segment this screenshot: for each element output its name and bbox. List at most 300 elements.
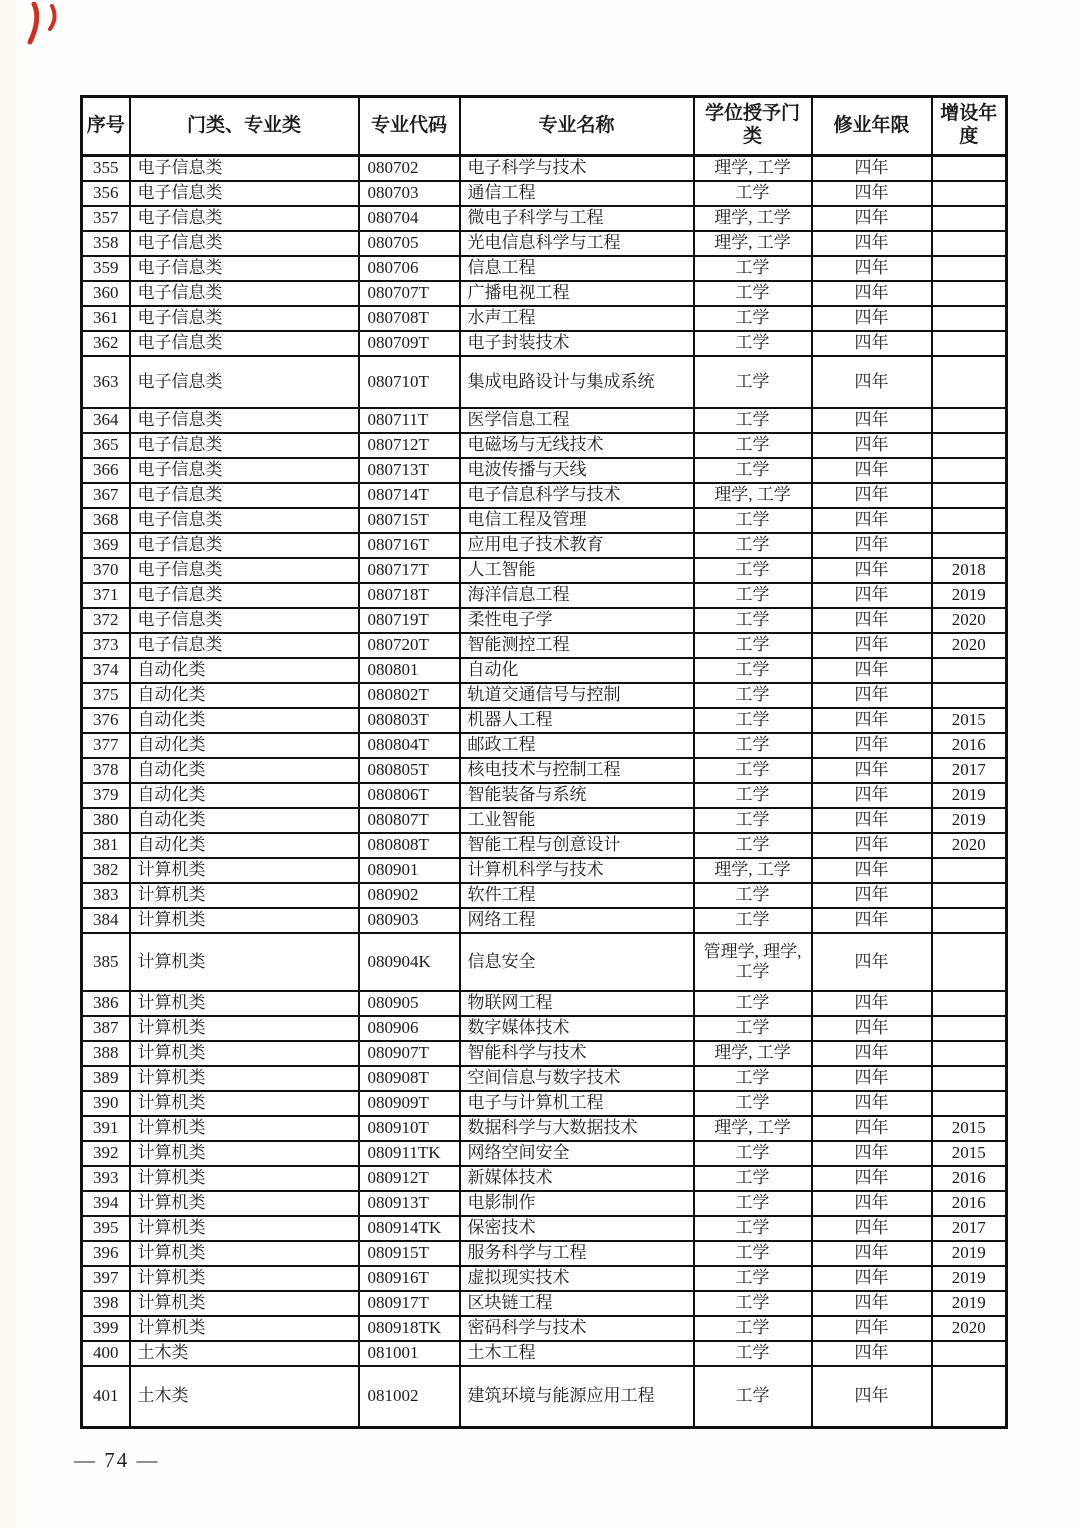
cell-serial-number: 387	[82, 1016, 130, 1041]
cell-major-code: 080715T	[359, 508, 460, 533]
cell-serial-number: 369	[82, 533, 130, 558]
table-row	[82, 181, 1007, 206]
table-row	[82, 1316, 1007, 1341]
cell-degree-category: 工学	[694, 758, 812, 783]
cell-major-code: 080901	[359, 858, 460, 883]
cell-category: 自动化类	[130, 833, 359, 858]
table-row	[82, 508, 1007, 533]
cell-year-added	[932, 306, 1007, 331]
cell-year-added	[932, 206, 1007, 231]
cell-degree-category: 工学	[694, 658, 812, 683]
cell-major-code: 080704	[359, 206, 460, 231]
cell-serial-number: 361	[82, 306, 130, 331]
cell-major-code: 080720T	[359, 633, 460, 658]
cell-major-code: 080711T	[359, 408, 460, 433]
table-row	[82, 1091, 1007, 1116]
cell-major-code: 080702	[359, 156, 460, 181]
cell-year-added: 2020	[932, 608, 1007, 633]
cell-major-name: 广播电视工程	[460, 281, 694, 306]
cell-major-code: 080801	[359, 658, 460, 683]
cell-study-duration: 四年	[812, 1341, 932, 1366]
cell-year-added: 2018	[932, 558, 1007, 583]
cell-major-code: 080916T	[359, 1266, 460, 1291]
cell-major-name: 核电技术与控制工程	[460, 758, 694, 783]
cell-category: 电子信息类	[130, 558, 359, 583]
cell-major-name: 电子科学与技术	[460, 156, 694, 181]
table-row	[82, 991, 1007, 1016]
cell-serial-number: 359	[82, 256, 130, 281]
cell-serial-number: 396	[82, 1241, 130, 1266]
cell-category: 计算机类	[130, 1316, 359, 1341]
cell-category: 自动化类	[130, 658, 359, 683]
table-row	[82, 1166, 1007, 1191]
cell-major-name: 土木工程	[460, 1341, 694, 1366]
cell-major-name: 建筑环境与能源应用工程	[460, 1366, 694, 1428]
cell-year-added	[932, 458, 1007, 483]
cell-serial-number: 376	[82, 708, 130, 733]
cell-major-code: 080719T	[359, 608, 460, 633]
scan-edge-shading	[0, 0, 16, 1528]
cell-study-duration: 四年	[812, 1116, 932, 1141]
cell-serial-number: 379	[82, 783, 130, 808]
cell-study-duration: 四年	[812, 458, 932, 483]
cell-major-name: 人工智能	[460, 558, 694, 583]
cell-major-name: 智能装备与系统	[460, 783, 694, 808]
cell-study-duration: 四年	[812, 1316, 932, 1341]
table-row	[82, 933, 1007, 991]
cell-major-code: 080910T	[359, 1116, 460, 1141]
cell-year-added: 2016	[932, 1191, 1007, 1216]
cell-category: 自动化类	[130, 683, 359, 708]
cell-major-code: 080917T	[359, 1291, 460, 1316]
cell-major-name: 医学信息工程	[460, 408, 694, 433]
cell-degree-category: 工学	[694, 1341, 812, 1366]
table-row	[82, 156, 1007, 181]
cell-study-duration: 四年	[812, 533, 932, 558]
cell-degree-category: 工学	[694, 583, 812, 608]
cell-year-added	[932, 281, 1007, 306]
cell-serial-number: 375	[82, 683, 130, 708]
cell-study-duration: 四年	[812, 908, 932, 933]
cell-major-name: 网络空间安全	[460, 1141, 694, 1166]
cell-degree-category: 工学	[694, 458, 812, 483]
cell-category: 自动化类	[130, 758, 359, 783]
cell-degree-category: 工学	[694, 1191, 812, 1216]
cell-degree-category: 工学	[694, 1141, 812, 1166]
cell-major-name: 水声工程	[460, 306, 694, 331]
cell-major-name: 服务科学与工程	[460, 1241, 694, 1266]
cell-year-added: 2017	[932, 1216, 1007, 1241]
cell-category: 电子信息类	[130, 508, 359, 533]
cell-serial-number: 384	[82, 908, 130, 933]
table-row	[82, 808, 1007, 833]
cell-study-duration: 四年	[812, 1016, 932, 1041]
cell-serial-number: 360	[82, 281, 130, 306]
cell-degree-category: 工学	[694, 281, 812, 306]
cell-serial-number: 397	[82, 1266, 130, 1291]
cell-major-name: 软件工程	[460, 883, 694, 908]
cell-major-code: 080717T	[359, 558, 460, 583]
cell-major-code: 080909T	[359, 1091, 460, 1116]
cell-serial-number: 368	[82, 508, 130, 533]
cell-year-added: 2016	[932, 733, 1007, 758]
cell-category: 计算机类	[130, 1016, 359, 1041]
cell-category: 电子信息类	[130, 231, 359, 256]
cell-category: 计算机类	[130, 1191, 359, 1216]
cell-major-code: 080710T	[359, 356, 460, 408]
cell-major-name: 通信工程	[460, 181, 694, 206]
cell-year-added	[932, 1041, 1007, 1066]
table-row	[82, 458, 1007, 483]
cell-serial-number: 362	[82, 331, 130, 356]
cell-major-code: 080807T	[359, 808, 460, 833]
cell-major-code: 080806T	[359, 783, 460, 808]
cell-category: 电子信息类	[130, 181, 359, 206]
cell-degree-category: 工学	[694, 533, 812, 558]
cell-degree-category: 工学	[694, 608, 812, 633]
cell-year-added	[932, 1091, 1007, 1116]
cell-category: 自动化类	[130, 783, 359, 808]
cell-study-duration: 四年	[812, 1266, 932, 1291]
table-row	[82, 633, 1007, 658]
cell-major-name: 电子信息科学与技术	[460, 483, 694, 508]
cell-study-duration: 四年	[812, 658, 932, 683]
cell-study-duration: 四年	[812, 331, 932, 356]
cell-year-added	[932, 1341, 1007, 1366]
table-row	[82, 408, 1007, 433]
cell-category: 电子信息类	[130, 433, 359, 458]
cell-major-code: 080908T	[359, 1066, 460, 1091]
cell-category: 自动化类	[130, 708, 359, 733]
cell-degree-category: 工学	[694, 633, 812, 658]
cell-degree-category: 工学	[694, 306, 812, 331]
cell-category: 电子信息类	[130, 356, 359, 408]
cell-serial-number: 367	[82, 483, 130, 508]
cell-year-added: 2019	[932, 1241, 1007, 1266]
cell-degree-category: 工学	[694, 256, 812, 281]
cell-major-name: 电信工程及管理	[460, 508, 694, 533]
table-row	[82, 256, 1007, 281]
cell-major-name: 数据科学与大数据技术	[460, 1116, 694, 1141]
cell-year-added	[932, 883, 1007, 908]
cell-degree-category: 工学	[694, 433, 812, 458]
cell-serial-number: 355	[82, 156, 130, 181]
table-row	[82, 1366, 1007, 1428]
cell-study-duration: 四年	[812, 1091, 932, 1116]
table-row	[82, 783, 1007, 808]
table-row	[82, 733, 1007, 758]
cell-serial-number: 363	[82, 356, 130, 408]
table-row	[82, 206, 1007, 231]
cell-major-name: 集成电路设计与集成系统	[460, 356, 694, 408]
cell-degree-category: 工学	[694, 708, 812, 733]
cell-degree-category: 理学, 工学	[694, 1116, 812, 1141]
table-row	[82, 558, 1007, 583]
cell-serial-number: 370	[82, 558, 130, 583]
table-header-row	[82, 97, 1007, 156]
cell-category: 电子信息类	[130, 281, 359, 306]
cell-serial-number: 371	[82, 583, 130, 608]
cell-category: 土木类	[130, 1341, 359, 1366]
cell-study-duration: 四年	[812, 1041, 932, 1066]
cell-major-name: 智能工程与创意设计	[460, 833, 694, 858]
cell-year-added: 2019	[932, 808, 1007, 833]
cell-category: 计算机类	[130, 1291, 359, 1316]
cell-category: 电子信息类	[130, 156, 359, 181]
table-row	[82, 608, 1007, 633]
cell-year-added	[932, 1366, 1007, 1428]
cell-major-name: 虚拟现实技术	[460, 1266, 694, 1291]
cell-major-code: 080804T	[359, 733, 460, 758]
cell-category: 计算机类	[130, 1266, 359, 1291]
cell-major-code: 080914TK	[359, 1216, 460, 1241]
header-major-name: 专业名称	[460, 97, 694, 156]
cell-degree-category: 工学	[694, 991, 812, 1016]
cell-category: 计算机类	[130, 933, 359, 991]
cell-degree-category: 工学	[694, 733, 812, 758]
cell-year-added	[932, 231, 1007, 256]
cell-study-duration: 四年	[812, 558, 932, 583]
cell-study-duration: 四年	[812, 483, 932, 508]
cell-serial-number: 381	[82, 833, 130, 858]
cell-degree-category: 工学	[694, 331, 812, 356]
cell-study-duration: 四年	[812, 933, 932, 991]
cell-year-added: 2020	[932, 833, 1007, 858]
cell-category: 电子信息类	[130, 306, 359, 331]
cell-major-code: 080904K	[359, 933, 460, 991]
cell-serial-number: 357	[82, 206, 130, 231]
cell-major-code: 080911TK	[359, 1141, 460, 1166]
cell-major-name: 光电信息科学与工程	[460, 231, 694, 256]
page-number: — 74 —	[74, 1448, 160, 1472]
cell-degree-category: 工学	[694, 408, 812, 433]
table-row	[82, 858, 1007, 883]
cell-study-duration: 四年	[812, 1291, 932, 1316]
cell-category: 计算机类	[130, 908, 359, 933]
cell-serial-number: 382	[82, 858, 130, 883]
cell-year-added: 2017	[932, 758, 1007, 783]
cell-major-code: 080703	[359, 181, 460, 206]
cell-category: 电子信息类	[130, 533, 359, 558]
cell-major-code: 080706	[359, 256, 460, 281]
table-row	[82, 833, 1007, 858]
table-row	[82, 1291, 1007, 1316]
table-row	[82, 583, 1007, 608]
cell-study-duration: 四年	[812, 883, 932, 908]
cell-degree-category: 理学, 工学	[694, 483, 812, 508]
cell-category: 计算机类	[130, 1066, 359, 1091]
cell-major-code: 080708T	[359, 306, 460, 331]
cell-serial-number: 401	[82, 1366, 130, 1428]
cell-serial-number: 398	[82, 1291, 130, 1316]
cell-year-added	[932, 331, 1007, 356]
cell-year-added	[932, 991, 1007, 1016]
cell-degree-category: 管理学, 理学, 工学	[694, 933, 812, 991]
cell-degree-category: 工学	[694, 808, 812, 833]
cell-category: 电子信息类	[130, 206, 359, 231]
cell-degree-category: 工学	[694, 1216, 812, 1241]
cell-major-code: 080713T	[359, 458, 460, 483]
cell-degree-category: 工学	[694, 181, 812, 206]
cell-major-name: 数字媒体技术	[460, 1016, 694, 1041]
cell-study-duration: 四年	[812, 583, 932, 608]
cell-serial-number: 399	[82, 1316, 130, 1341]
cell-study-duration: 四年	[812, 1241, 932, 1266]
cell-major-name: 新媒体技术	[460, 1166, 694, 1191]
cell-major-code: 080918TK	[359, 1316, 460, 1341]
table-row	[82, 1266, 1007, 1291]
cell-year-added	[932, 433, 1007, 458]
cell-major-code: 080808T	[359, 833, 460, 858]
table-row	[82, 1191, 1007, 1216]
cell-year-added: 2019	[932, 783, 1007, 808]
cell-major-name: 电波传播与天线	[460, 458, 694, 483]
cell-degree-category: 工学	[694, 356, 812, 408]
cell-serial-number: 358	[82, 231, 130, 256]
cell-category: 计算机类	[130, 1091, 359, 1116]
header-serial-number: 序号	[82, 97, 130, 156]
cell-degree-category: 工学	[694, 833, 812, 858]
cell-study-duration: 四年	[812, 408, 932, 433]
cell-year-added: 2016	[932, 1166, 1007, 1191]
cell-major-name: 计算机科学与技术	[460, 858, 694, 883]
cell-major-name: 电子封装技术	[460, 331, 694, 356]
cell-study-duration: 四年	[812, 306, 932, 331]
cell-year-added: 2015	[932, 1116, 1007, 1141]
cell-year-added: 2019	[932, 1291, 1007, 1316]
cell-year-added	[932, 1016, 1007, 1041]
majors-catalog-table	[80, 95, 1008, 1429]
cell-degree-category: 工学	[694, 1066, 812, 1091]
cell-degree-category: 工学	[694, 908, 812, 933]
cell-study-duration: 四年	[812, 1066, 932, 1091]
cell-serial-number: 390	[82, 1091, 130, 1116]
table-row	[82, 708, 1007, 733]
cell-major-name: 工业智能	[460, 808, 694, 833]
cell-degree-category: 工学	[694, 508, 812, 533]
cell-serial-number: 383	[82, 883, 130, 908]
table-row	[82, 306, 1007, 331]
cell-major-name: 海洋信息工程	[460, 583, 694, 608]
cell-year-added	[932, 356, 1007, 408]
cell-serial-number: 392	[82, 1141, 130, 1166]
cell-major-code: 080913T	[359, 1191, 460, 1216]
cell-year-added	[932, 1066, 1007, 1091]
cell-year-added	[932, 483, 1007, 508]
cell-major-name: 区块链工程	[460, 1291, 694, 1316]
cell-year-added	[932, 256, 1007, 281]
cell-serial-number: 364	[82, 408, 130, 433]
cell-year-added: 2015	[932, 708, 1007, 733]
cell-degree-category: 工学	[694, 1091, 812, 1116]
cell-major-code: 080718T	[359, 583, 460, 608]
cell-study-duration: 四年	[812, 1141, 932, 1166]
cell-study-duration: 四年	[812, 1166, 932, 1191]
cell-study-duration: 四年	[812, 608, 932, 633]
table-row	[82, 1141, 1007, 1166]
cell-serial-number: 373	[82, 633, 130, 658]
cell-major-name: 网络工程	[460, 908, 694, 933]
cell-major-code: 080905	[359, 991, 460, 1016]
cell-major-name: 密码科学与技术	[460, 1316, 694, 1341]
cell-major-name: 自动化	[460, 658, 694, 683]
cell-degree-category: 工学	[694, 1266, 812, 1291]
cell-major-code: 080915T	[359, 1241, 460, 1266]
cell-degree-category: 工学	[694, 1241, 812, 1266]
cell-study-duration: 四年	[812, 991, 932, 1016]
cell-category: 计算机类	[130, 1216, 359, 1241]
cell-major-name: 邮政工程	[460, 733, 694, 758]
cell-serial-number: 377	[82, 733, 130, 758]
cell-study-duration: 四年	[812, 231, 932, 256]
cell-serial-number: 395	[82, 1216, 130, 1241]
table-row	[82, 533, 1007, 558]
cell-study-duration: 四年	[812, 833, 932, 858]
cell-serial-number: 385	[82, 933, 130, 991]
cell-category: 计算机类	[130, 991, 359, 1016]
cell-major-code: 080912T	[359, 1166, 460, 1191]
cell-study-duration: 四年	[812, 1191, 932, 1216]
cell-serial-number: 356	[82, 181, 130, 206]
cell-degree-category: 理学, 工学	[694, 1041, 812, 1066]
cell-category: 自动化类	[130, 808, 359, 833]
cell-major-name: 信息工程	[460, 256, 694, 281]
table-row	[82, 758, 1007, 783]
cell-degree-category: 工学	[694, 1166, 812, 1191]
cell-study-duration: 四年	[812, 758, 932, 783]
cell-major-code: 081001	[359, 1341, 460, 1366]
header-major-code: 专业代码	[359, 97, 460, 156]
cell-major-name: 智能科学与技术	[460, 1041, 694, 1066]
cell-study-duration: 四年	[812, 156, 932, 181]
cell-major-code: 080714T	[359, 483, 460, 508]
cell-study-duration: 四年	[812, 181, 932, 206]
table-row	[82, 281, 1007, 306]
cell-category: 土木类	[130, 1366, 359, 1428]
cell-major-code: 080705	[359, 231, 460, 256]
cell-category: 电子信息类	[130, 408, 359, 433]
cell-serial-number: 393	[82, 1166, 130, 1191]
cell-year-added	[932, 508, 1007, 533]
cell-study-duration: 四年	[812, 858, 932, 883]
cell-category: 计算机类	[130, 1166, 359, 1191]
cell-category: 计算机类	[130, 1141, 359, 1166]
cell-major-name: 电子与计算机工程	[460, 1091, 694, 1116]
cell-major-name: 应用电子技术教育	[460, 533, 694, 558]
cell-major-code: 080803T	[359, 708, 460, 733]
cell-category: 电子信息类	[130, 583, 359, 608]
cell-major-code: 080805T	[359, 758, 460, 783]
cell-major-name: 柔性电子学	[460, 608, 694, 633]
table-row	[82, 356, 1007, 408]
table-row	[82, 683, 1007, 708]
cell-serial-number: 378	[82, 758, 130, 783]
cell-degree-category: 理学, 工学	[694, 156, 812, 181]
cell-year-added: 2019	[932, 583, 1007, 608]
cell-degree-category: 工学	[694, 683, 812, 708]
table-body	[82, 156, 1007, 1428]
cell-study-duration: 四年	[812, 281, 932, 306]
cell-year-added: 2020	[932, 633, 1007, 658]
cell-year-added	[932, 181, 1007, 206]
cell-study-duration: 四年	[812, 256, 932, 281]
cell-serial-number: 386	[82, 991, 130, 1016]
cell-serial-number: 365	[82, 433, 130, 458]
table-row	[82, 1041, 1007, 1066]
cell-category: 计算机类	[130, 883, 359, 908]
cell-study-duration: 四年	[812, 783, 932, 808]
cell-major-name: 物联网工程	[460, 991, 694, 1016]
